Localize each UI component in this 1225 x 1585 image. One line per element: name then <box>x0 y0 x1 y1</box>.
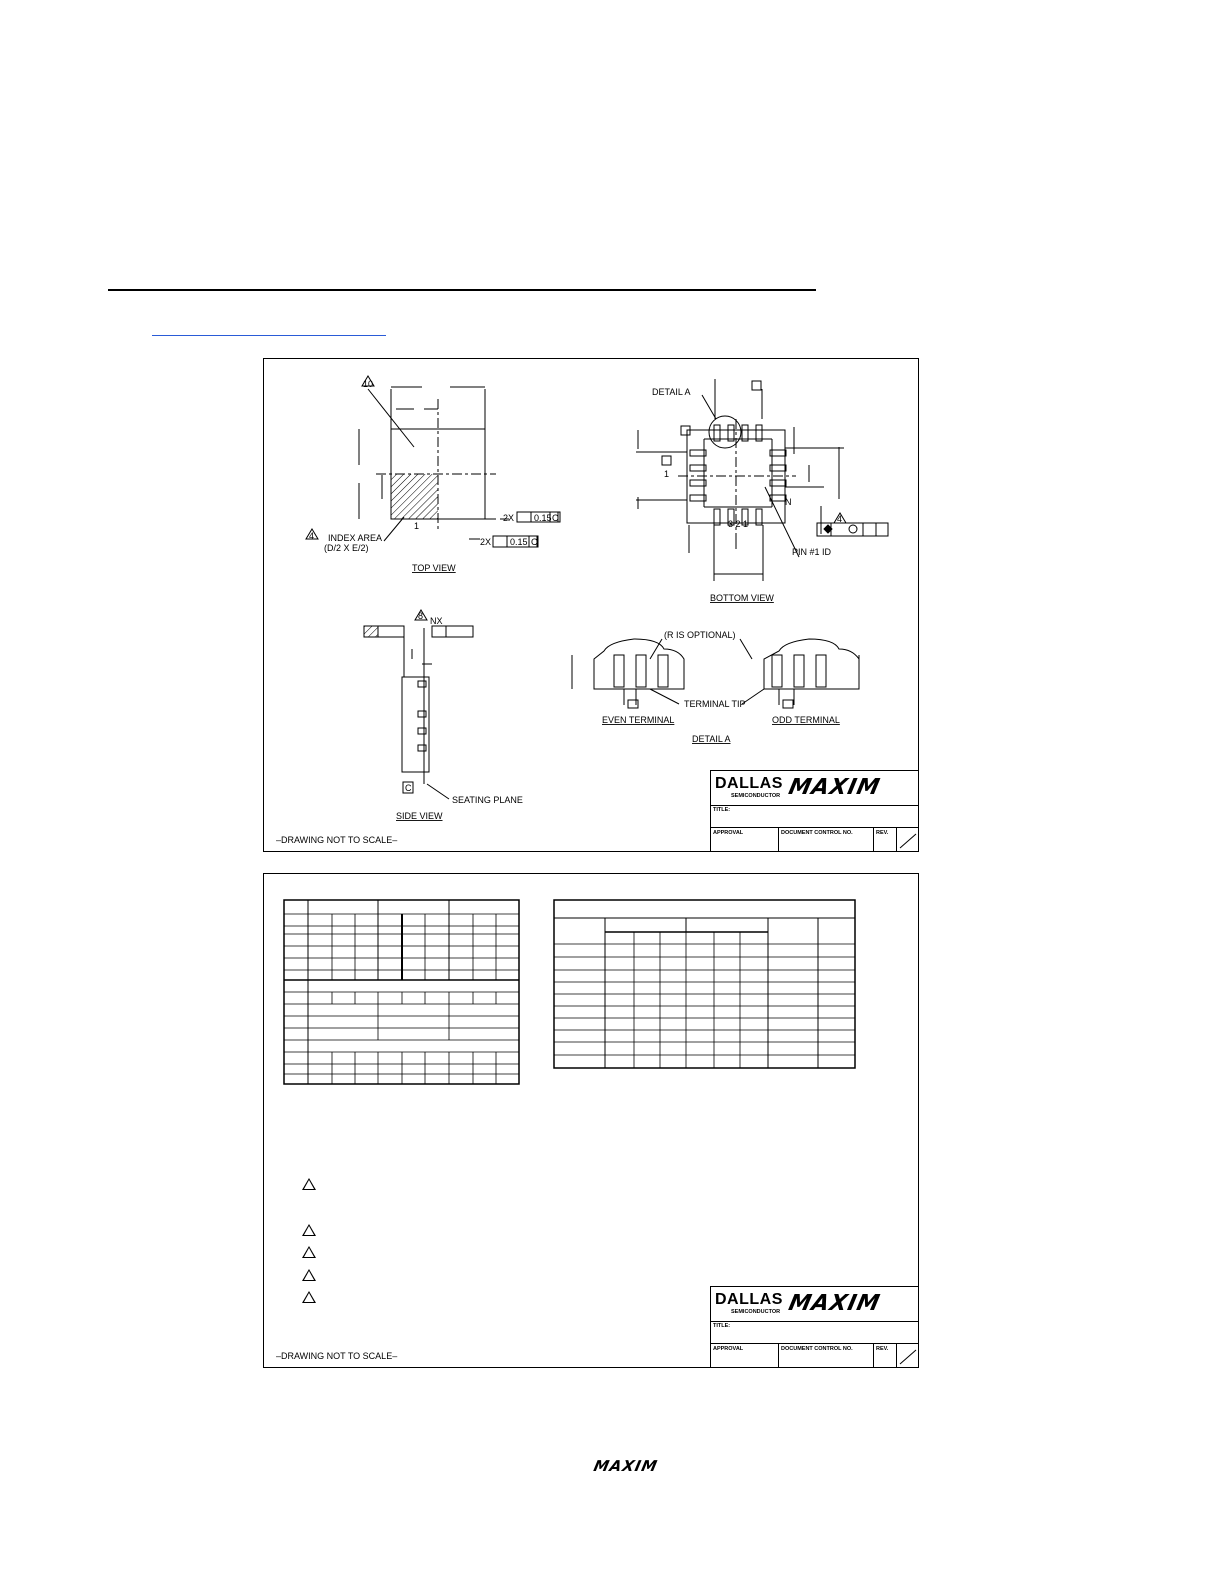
drawing-sheet-tables <box>263 873 919 1368</box>
note-8-ref: 8 <box>418 611 424 621</box>
rev-slash <box>898 830 918 850</box>
tol-2x-label-2: 2X <box>480 537 492 547</box>
detail-a-label: DETAIL A <box>692 734 731 744</box>
drawing-sheet-outline <box>263 358 919 852</box>
semiconductor-text: SEMICONDUCTOR <box>731 1309 781 1315</box>
dallas-logo: DALLAS <box>715 1291 783 1308</box>
note-4-ref: 4 <box>309 531 315 541</box>
pin-n-label: N <box>785 497 792 507</box>
title-label: TITLE: <box>713 807 731 813</box>
nx-label: NX <box>430 616 443 626</box>
pin1-id-label: PIN #1 ID <box>792 547 832 557</box>
terminal-tip-label: TERMINAL TIP <box>684 699 746 709</box>
note-10-ref: 10 <box>363 379 374 389</box>
detail-a-callout: DETAIL A <box>652 387 691 397</box>
maxim-logo: MAXIM <box>786 1291 883 1316</box>
approval-row <box>711 828 918 852</box>
bottom-view <box>636 379 888 581</box>
link-underline[interactable] <box>152 335 386 336</box>
detail-a-view <box>572 639 859 708</box>
note-triangle-icon <box>302 1224 316 1236</box>
datum-c-label: C <box>552 513 559 523</box>
note-triangle-icon <box>302 1291 316 1303</box>
title-field <box>711 1321 918 1344</box>
not-to-scale-2: –DRAWING NOT TO SCALE– <box>276 1351 398 1361</box>
note-triangle-icon <box>302 1246 316 1258</box>
title-field <box>711 805 918 828</box>
tol-2x-label: 2X <box>503 513 515 523</box>
approval-label: APPROVAL <box>713 830 744 836</box>
title-block-logo <box>711 1287 918 1322</box>
pin-1-label: 1 <box>414 521 420 531</box>
index-area-sub-label: (D/2 X E/2) <box>324 543 369 553</box>
top-view-label: TOP VIEW <box>412 563 456 573</box>
doc-control-label: DOCUMENT CONTROL NO. <box>781 1346 853 1352</box>
rev-label: REV. <box>876 1346 889 1352</box>
tol-value-label: 0.15 <box>534 513 552 523</box>
maxim-logo: MAXIM <box>786 775 883 800</box>
dimensions-table-left <box>284 900 519 1084</box>
title-block-logo <box>711 771 918 806</box>
bottom-view-label: BOTTOM VIEW <box>710 593 774 603</box>
note-triangle-icon <box>302 1178 316 1190</box>
pin-1-bottom-label: 1 <box>664 469 670 479</box>
rev-label: REV. <box>876 830 889 836</box>
side-view-label: SIDE VIEW <box>396 811 443 821</box>
rev-slash <box>898 1346 918 1366</box>
note-4-ref-2: 4 <box>837 514 843 524</box>
datum-c-side-label: C <box>405 783 412 793</box>
even-terminal-label: EVEN TERMINAL <box>602 715 675 725</box>
pins-321-label: 3 2 1 <box>728 519 749 529</box>
footer-maxim-logo: MAXIM <box>592 1457 660 1475</box>
index-area-label: INDEX AREA <box>328 533 383 543</box>
title-label: TITLE: <box>713 1323 731 1329</box>
header-rule <box>108 289 816 291</box>
side-view <box>364 610 473 799</box>
semiconductor-text: SEMICONDUCTOR <box>731 793 781 799</box>
top-view <box>306 376 560 547</box>
title-block-1 <box>710 770 919 852</box>
doc-control-label: DOCUMENT CONTROL NO. <box>781 830 853 836</box>
approval-row <box>711 1344 918 1368</box>
title-block-2 <box>710 1286 919 1368</box>
datum-c-label-2: C <box>531 537 538 547</box>
dimensions-table-right <box>554 900 855 1068</box>
approval-label: APPROVAL <box>713 1346 744 1352</box>
note-triangle-icon <box>302 1269 316 1281</box>
dallas-logo: DALLAS <box>715 775 783 792</box>
tol-value-label-2: 0.15 <box>510 537 528 547</box>
r-optional-label: (R IS OPTIONAL) <box>664 630 736 640</box>
odd-terminal-label: ODD TERMINAL <box>772 715 840 725</box>
seating-plane-label: SEATING PLANE <box>452 795 523 805</box>
not-to-scale-1: –DRAWING NOT TO SCALE– <box>276 835 398 845</box>
